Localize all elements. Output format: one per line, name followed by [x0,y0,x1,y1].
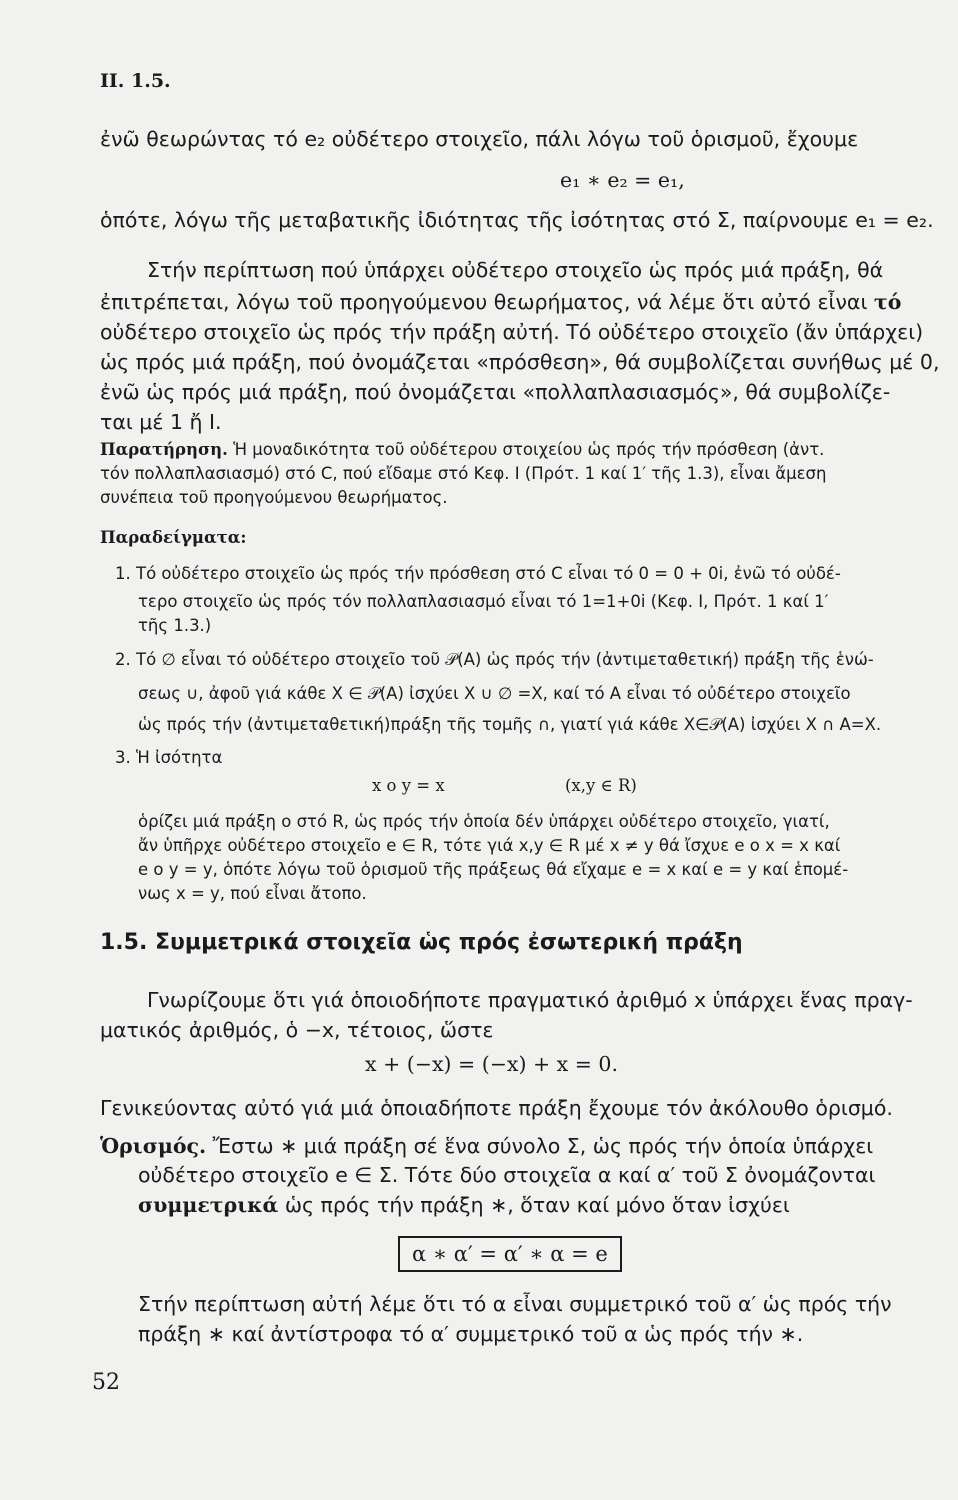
example-line: ὁρίζει μιά πράξη o στό R, ὡς πρός τήν ὁποία δέν ὑπάρχει οὐδέτερο στοιχεῖο, γιατί, [138,812,830,831]
paragraph-line: πράξη ∗ καί ἀντίστροφα τό α′ συμμετρικό τοῦ α ὡς πρός τήν ∗. [138,1322,804,1346]
definition-text: Ἔστω ∗ μιά πράξη σέ ἕνα σύνολο Σ, ὡς πρός τήν ὁποία ὑπάρχει [212,1134,874,1158]
bold-article: τό [873,290,902,314]
example-line: ἄν ὑπῆρχε οὐδέτερο στοιχεῖο e ∈ R, τότε γιά x,y ∈ R μέ x ≠ y θά ἴσχυε e o x = x καί [138,836,841,855]
text-line: ἐνῶ θεωρώντας τό e₂ οὐδέτερο στοιχεῖο, πάλι λόγω τοῦ ὁρισμοῦ, ἔχουμε [100,127,859,151]
examples-label: Παραδείγματα: [100,528,247,547]
paragraph-line: ὡς πρός μιά πράξη, πού ὀνομάζεται «πρόσθεση», θά συμβολίζεται συνήθως μέ 0, [100,350,940,374]
remark-line: συνέπεια τοῦ προηγούμενου θεωρήματος. [100,488,448,507]
equation: x o y = x [372,776,445,795]
paragraph-line: Στήν περίπτωση αὐτή λέμε ὅτι τό α εἶναι συμμετρικό τοῦ α′ ὡς πρός τήν [138,1292,892,1316]
example-line: ὡς πρός τήν (ἀντιμεταθετική)πράξη τῆς τομῆς ∩, γιατί γιά κάθε X∈𝒫(A) ἰσχύει X ∩ A=X. [138,715,882,734]
example-line: σεως ∪, ἀφοῦ γιά κάθε X ∈ 𝒫(A) ἰσχύει X ∪ ∅ =X, καί τό A εἶναι τό οὐδέτερο στοιχεῖο [138,684,851,703]
definition-text: ὡς πρός τήν πράξη ∗, ὅταν καί μόνο ὅταν ἰσχύει [284,1193,790,1217]
definition-line [100,1134,873,1158]
paragraph-line: Γνωρίζουμε ὅτι γιά ὁποιοδήποτε πραγματικό ἀριθμό x ὑπάρχει ἕνας πραγ- [147,988,913,1012]
paragraph-line: ται μέ 1 ἤ I. [100,410,222,434]
definition-line [138,1193,790,1217]
example-line: 3. Ἡ ἰσότητα [115,748,223,767]
remark-text: Ἡ μοναδικότητα τοῦ οὐδέτερου στοιχείου ὡς πρός τήν πρόσθεση (ἀντ. [233,440,825,459]
section-header: II. 1.5. [100,70,171,92]
remark-line: τόν πολλαπλασιασμό) στό C, πού εἴδαμε στό Κεφ. I (Πρότ. 1 καί 1′ τῆς 1.3), εἶναι ἄμεση [100,464,827,483]
example-line: τῆς 1.3.) [138,616,212,635]
remark-label: Παρατήρηση. [100,440,228,459]
paragraph-line: Στήν περίπτωση πού ὑπάρχει οὐδέτερο στοιχεῖο ὡς πρός μιά πράξη, θά [147,258,884,282]
paragraph-line: ματικός ἀριθμός, ὁ −x, τέτοιος, ὥστε [100,1018,494,1042]
example-line: 2. Τό ∅ εἶναι τό οὐδέτερο στοιχεῖο τοῦ 𝒫(A) ὡς πρός τήν (ἀντιμεταθετική) πράξη τῆς ἑνώ- [115,650,874,669]
paragraph-line: ἐνῶ ὡς πρός μιά πράξη, πού ὀνομάζεται «πολλαπλασιασμός», θά συμβολίζε- [100,380,891,404]
page-number: 52 [92,1370,120,1395]
paragraph-text: ἐπιτρέπεται, λόγω τοῦ προηγούμενου θεωρήματος, νά λέμε ὅτι αὐτό εἶναι [100,290,868,314]
equation: x + (−x) = (−x) + x = 0. [365,1052,618,1076]
example-line: e o y = y, ὁπότε λόγω τοῦ ὁρισμοῦ τῆς πράξεως θά εἴχαμε e = x καί e = y καί ἑπομέ- [138,860,849,879]
example-line: τερο στοιχεῖο ὡς πρός τόν πολλαπλασιασμό εἶναι τό 1=1+0i (Κεφ. I, Πρότ. 1 καί 1′ [138,592,829,611]
example-line: 1. Τό οὐδέτερο στοιχεῖο ὡς πρός τήν πρόσθεση στό C εἶναι τό 0 = 0 + 0i, ἐνῶ τό οὐδέ- [115,564,841,583]
text-line: ὁπότε, λόγω τῆς μεταβατικῆς ἰδιότητας τῆς ἰσότητας στό Σ, παίρνουμε e₁ = e₂. [100,208,934,232]
section-title: 1.5. Συμμετρικά στοιχεῖα ὡς πρός ἐσωτερική πράξη [100,930,743,955]
definition-line: οὐδέτερο στοιχεῖο e ∈ Σ. Τότε δύο στοιχεῖα α καί α′ τοῦ Σ ὀνομάζονται [138,1163,876,1187]
equation: e₁ ∗ e₂ = e₁, [560,168,685,192]
equation-condition: (x,y ∈ R) [565,776,637,795]
example-line: νως x = y, πού εἶναι ἄτοπο. [138,884,367,903]
bold-term: συμμετρικά [138,1193,279,1217]
paragraph-line: οὐδέτερο στοιχεῖο ὡς πρός τήν πράξη αὐτή. Τό οὐδέτερο στοιχεῖο (ἄν ὑπάρχει) [100,320,924,344]
boxed-equation: α ∗ α′ = α′ ∗ α = e [398,1236,622,1272]
remark-line [100,440,824,459]
paragraph-line: Γενικεύοντας αὐτό γιά μιά ὁποιαδήποτε πράξη ἔχουμε τόν ἀκόλουθο ὁρισμό. [100,1096,893,1120]
definition-label: Ὁρισμός. [100,1134,207,1158]
paragraph-line [100,290,901,314]
